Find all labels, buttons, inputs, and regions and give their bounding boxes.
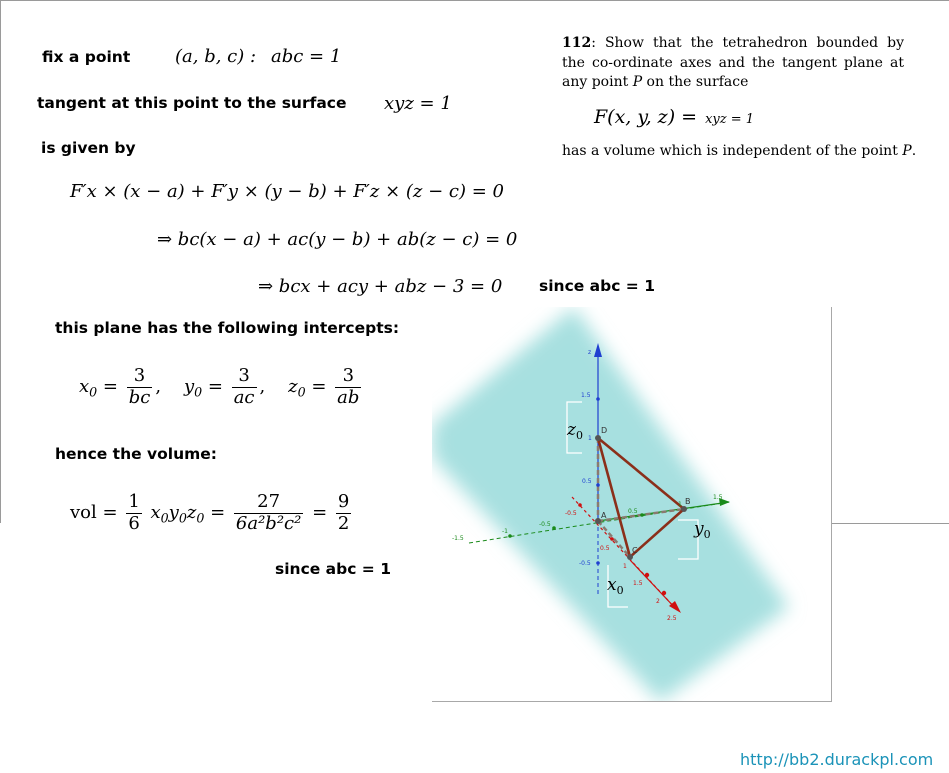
label-D: D	[601, 426, 608, 435]
tangent-plane-general-equation: F′x × (x − a) + F′y × (y − b) + F′z × (z − c) = 0	[70, 181, 504, 202]
tangent-plane-surface	[432, 307, 789, 702]
svg-text:1: 1	[588, 435, 592, 442]
since-abc-note-2: since abc = 1	[275, 560, 391, 578]
z0-fraction: $\frac{3}{ab}$	[337, 365, 360, 408]
z0-symbol: $z_0$ =	[288, 376, 327, 400]
svg-text:2: 2	[656, 598, 660, 605]
svg-text:1.5: 1.5	[581, 392, 591, 399]
point-expression: (a, b, c) :	[175, 46, 257, 67]
label-A: A	[601, 511, 607, 520]
fix-point-label: fix a point	[42, 48, 131, 66]
tangent-plane-simplified-equation: ⇒ bcx + acy + abz − 3 = 0	[258, 276, 503, 297]
y0-symbol: $y_0$ =	[183, 376, 223, 400]
problem-conclusion: has a volume which is independent of the point P.	[562, 143, 917, 159]
frame-divider	[832, 523, 949, 524]
since-abc-note-1: since abc = 1	[539, 277, 655, 295]
svg-text:1: 1	[678, 501, 682, 508]
vertex-D	[595, 435, 601, 441]
x0-symbol: $x_0$ =	[79, 376, 118, 400]
intercepts-label: this plane has the following intercepts:	[55, 319, 400, 337]
svg-text:-1: -1	[502, 528, 508, 535]
svg-text:0.5: 0.5	[600, 545, 610, 552]
volume-formula: vol = $\frac{1}{6}$ $x_0y_0z_0$ = $\frac{27}{\text{6a²b²c²}}$ = $\frac{9}{2}$	[70, 491, 350, 534]
label-C: C	[632, 546, 638, 555]
svg-text:-0.5: -0.5	[579, 560, 591, 567]
y0-fraction: $\frac{3}{ac}$	[233, 365, 255, 408]
svg-text:-0.5: -0.5	[539, 521, 551, 528]
svg-text:0.5: 0.5	[582, 478, 592, 485]
y0-label: $y_0$	[694, 519, 711, 541]
problem-statement: 112: Show that the tetrahedron bounded by the co-ordinate axes and the tangent plane at any point P on the surface	[562, 35, 904, 90]
surface-equation: xyz = 1	[384, 93, 452, 114]
x0-fraction: $\frac{3}{bc}$	[128, 365, 151, 408]
source-watermark-url[interactable]: http://bb2.durackpl.com	[740, 750, 934, 769]
svg-text:-0.5: -0.5	[565, 510, 577, 517]
svg-text:0.5: 0.5	[628, 508, 638, 515]
tetrahedron-3d-plot	[432, 307, 832, 702]
label-z-axis: z	[588, 349, 592, 356]
point-condition: abc = 1	[271, 46, 342, 67]
tangent-plane-substituted-equation: ⇒ bc(x − a) + ac(y − b) + ab(z − c) = 0	[157, 229, 518, 250]
vertex-B	[681, 506, 687, 512]
svg-text:2.5: 2.5	[667, 615, 677, 622]
label-B: B	[685, 497, 691, 506]
given-by-label: is given by	[41, 139, 136, 157]
x0-label: $x_0$	[607, 575, 624, 597]
svg-text:1.5: 1.5	[633, 580, 643, 587]
volume-label: hence the volume:	[55, 445, 217, 463]
tangent-label: tangent at this point to the surface	[37, 94, 347, 112]
svg-text:1: 1	[623, 563, 627, 570]
intercepts-formula: $x_0$ = $\frac{3}{bc}$ , $y_0$ = $\frac{3}{ac}$ , $z_0$ = $\frac{3}{ab}$	[79, 365, 360, 408]
svg-text:-1.5: -1.5	[452, 535, 464, 542]
svg-text:1.5: 1.5	[713, 494, 723, 501]
z0-label: $z_0$	[567, 420, 583, 442]
function-definition: F(x, y, z) = xyz = 1	[594, 106, 755, 128]
